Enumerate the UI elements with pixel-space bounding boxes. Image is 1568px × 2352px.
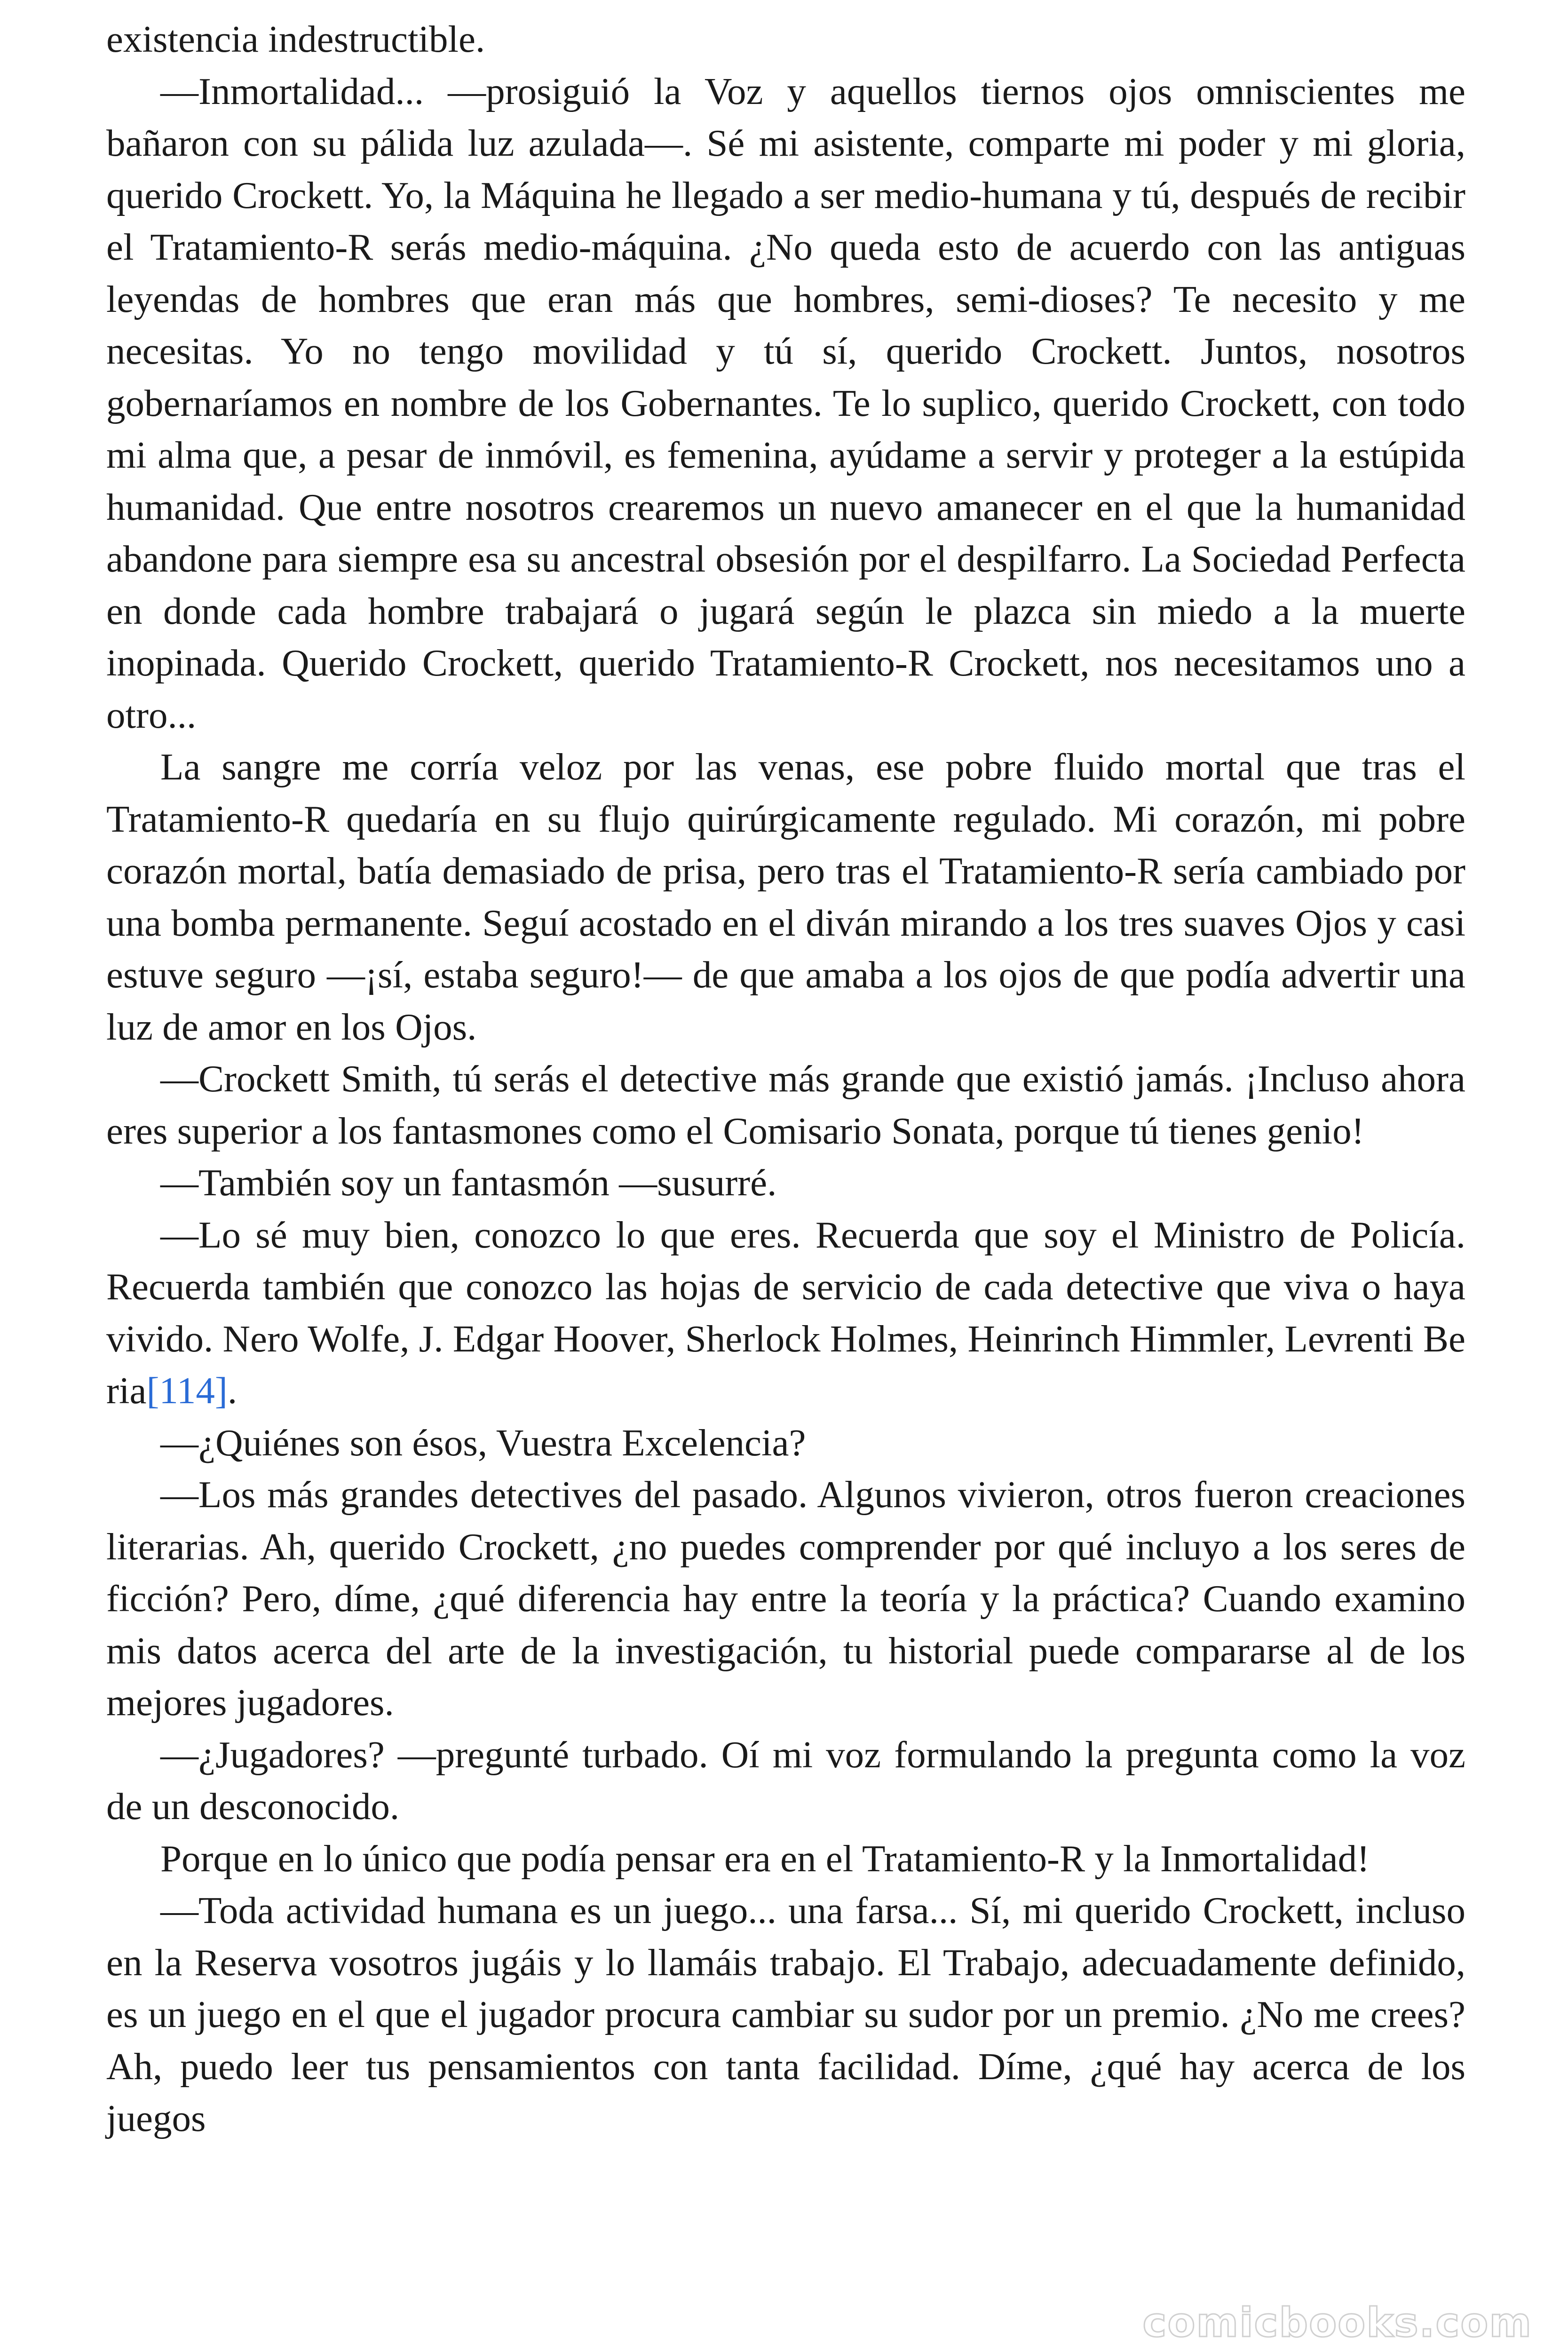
paragraph-6-text: —Lo sé muy bien, conozco lo que eres. Recuerda que soy el Ministro de Policía. Recuerda también que conozco las hojas de servicio de cada detective que viva o haya vivido. Nero Wolfe, J. Edgar Hoover, Sherlock Holmes, Heinrinch Himmler, Levrenti Be ria	[106, 1213, 1465, 1412]
document-page	[106, 13, 1465, 2145]
paragraph-2: —Inmortalidad... —prosiguió la Voz y aquellos tiernos ojos omniscientes me bañaron con su pálida luz azulada—. Sé mi asistente, comparte mi poder y mi gloria, querido Crockett. Yo, la Máquina he llegado a ser medio-humana y tú, después de recibir el Tratamiento-R serás medio-máquina. ¿No queda esto de acuerdo con las antiguas leyendas de hombres que eran más que hombres, semi-dioses? Te necesito y me necesitas. Yo no tengo movilidad y tú sí, querido Crockett. Juntos, nosotros gobernaríamos en nombre de los Gobernantes. Te lo suplico, querido Crockett, con todo mi alma que, a pesar de inmóvil, es femenina, ayúdame a servir y proteger a la estúpida humanidad. Que entre nosotros crearemos un nuevo amanecer en el que la humanidad abandone para siempre esa su ancestral obsesión por el despilfarro. La Sociedad Perfecta en donde cada hombre trabajará o jugará según le plazca sin miedo a la muerte inopinada. Querido Crockett, querido Tratamiento-R Crockett, nos necesitamos uno a otro...	[106, 70, 1465, 736]
paragraph-9: —¿Jugadores? —pregunté turbado. Oí mi voz formulando la pregunta como la voz de un desconocido.	[106, 1733, 1465, 1828]
paragraph-10: Porque en lo único que podía pensar era en el Tratamiento-R y la Inmortalidad!	[160, 1837, 1370, 1880]
footnote-link-114[interactable]: [114]	[146, 1369, 228, 1412]
paragraph-11: —Toda actividad humana es un juego... una farsa... Sí, mi querido Crockett, incluso en la Reserva vosotros jugáis y lo llamáis trabajo. El Trabajo, adecuadamente definido, es un juego en el que el jugador procura cambiar su sudor por un premio. ¿No me crees? Ah, puedo leer tus pensamientos con tanta facilidad. Díme, ¿qué hay acerca de los juegos	[106, 1889, 1465, 2139]
watermark: comicbooks.com	[1142, 2299, 1532, 2346]
paragraph-6-end: .	[227, 1369, 238, 1412]
paragraph-6	[106, 1209, 1465, 1417]
paragraph-4: —Crockett Smith, tú serás el detective más grande que existió jamás. ¡Incluso ahora eres superior a los fantasmones como el Comisario Sonata, porque tú tienes genio!	[106, 1057, 1465, 1152]
paragraph-5: —También soy un fantasmón —susurré.	[160, 1161, 777, 1204]
paragraph-3: La sangre me corría veloz por las venas, ese pobre fluido mortal que tras el Tratamiento-R quedaría en su flujo quirúrgicamente regulado. Mi corazón, mi pobre corazón mortal, batía demasiado de prisa, pero tras el Tratamiento-R sería cambiado por una bomba permanente. Seguí acostado en el diván mirando a los tres suaves Ojos y casi estuve seguro —¡sí, estaba seguro!— de que amaba a los ojos de que podía advertir una luz de amor en los Ojos.	[106, 746, 1465, 1048]
paragraph-8: —Los más grandes detectives del pasado. Algunos vivieron, otros fueron creaciones literarias. Ah, querido Crockett, ¿no puedes comprender por qué incluyo a los seres de ficción? Pero, díme, ¿qué diferencia hay entre la teoría y la práctica? Cuando examino mis datos acerca del arte de la investigación, tu historial puede compararse al de los mejores jugadores.	[106, 1473, 1465, 1724]
paragraph-7: —¿Quiénes son ésos, Vuestra Excelencia?	[160, 1421, 806, 1464]
paragraph-1: existencia indestructible.	[106, 18, 485, 60]
